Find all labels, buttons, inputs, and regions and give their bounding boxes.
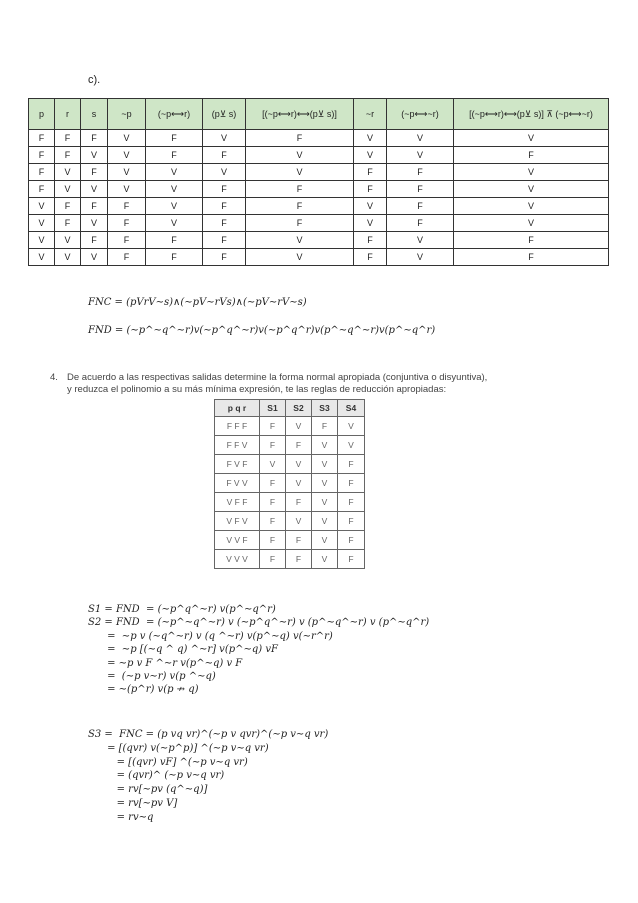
truth-table-cell: V [203,130,246,147]
truth-table-cell: V [146,198,203,215]
outputs-table-cell: F [286,493,312,512]
truth-table-cell: F [454,232,609,249]
truth-table-header-cell: (p⊻ s) [203,99,246,130]
truth-table-cell: V [454,215,609,232]
truth-table-cell: V [387,130,454,147]
truth-table-cell: V [29,232,55,249]
truth-table-cell: F [29,181,55,198]
truth-table-row [29,215,609,232]
outputs-table-cell: V [312,512,338,531]
truth-table-cell: V [55,232,81,249]
s3-line: = (qvr)^ (∼p v∼q vr) [88,770,225,782]
outputs-table-cell: V F F [215,493,260,512]
outputs-table-cell: V [286,417,312,436]
truth-table-cell: F [81,232,108,249]
truth-table-cell: F [387,198,454,215]
truth-table-cell: F [454,249,609,266]
s3-derivation [88,728,328,825]
truth-table-header-cell: s [81,99,108,130]
truth-table-cell: V [108,130,146,147]
outputs-table-cell: V [312,436,338,455]
truth-table-cell: F [29,130,55,147]
s1-s2-derivation [88,603,429,697]
outputs-table-cell: V [286,474,312,493]
truth-table-cell: F [246,215,354,232]
outputs-table-cell: V [312,474,338,493]
truth-table-header-cell: ~p [108,99,146,130]
truth-table-cell: V [387,147,454,164]
outputs-table-cell: F [338,550,365,569]
truth-table-cell: F [203,147,246,164]
truth-table-cell: F [146,147,203,164]
outputs-table-cell: V [338,417,365,436]
truth-table-cell: V [81,181,108,198]
outputs-table-cell: F [260,417,286,436]
truth-table-row [29,232,609,249]
truth-table-header-cell: ~r [354,99,387,130]
truth-table-row [29,249,609,266]
truth-table-cell: V [81,249,108,266]
truth-table-cell: V [108,181,146,198]
s1-s2-line: = ∼(p^r) v(p ↛ q) [88,684,199,696]
outputs-table-cell: F F V [215,436,260,455]
outputs-table-row [215,531,365,550]
s1-s2-line: = ∼p v (∼q^∼r) v (q ^∼r) v(p^∼q) v(∼r^r) [88,630,333,642]
s1-s2-line: = ∼p v F ^∼r v(p^∼q) v F [88,657,243,669]
truth-table-cell: F [81,198,108,215]
truth-table-header-row [29,99,609,130]
truth-table-cell: V [387,249,454,266]
outputs-table-cell: V [338,436,365,455]
truth-table-cell: F [146,232,203,249]
truth-table-row [29,198,609,215]
truth-table-cell: V [246,164,354,181]
truth-table-row [29,130,609,147]
part-label: c). [88,74,101,86]
outputs-table-cell: F [260,531,286,550]
truth-table-cell: F [29,147,55,164]
truth-table-cell: F [55,215,81,232]
truth-table-cell: F [29,164,55,181]
truth-table-cell: V [29,215,55,232]
outputs-table-cell: F [260,550,286,569]
outputs-table-header-row [215,400,365,417]
truth-table-cell: F [55,147,81,164]
outputs-table-cell: F [260,493,286,512]
question-line-1: De acuerdo a las respectivas salidas determine la forma normal apropiada (conjuntiva o disyuntiva), [67,372,488,383]
outputs-table-row [215,512,365,531]
truth-table-cell: F [246,198,354,215]
s3-line: = [(qvr) v(∼p^p)] ^(∼p v∼q vr) [88,742,269,754]
outputs-table-row [215,436,365,455]
truth-table-cell: V [108,164,146,181]
truth-table-cell: V [454,130,609,147]
s1-s2-line: S1 = FND = (∼p^q^∼r) v(p^∼q^r) [88,604,276,615]
truth-table-cell: V [354,198,387,215]
truth-table-cell: F [108,198,146,215]
truth-table-cell: V [55,181,81,198]
outputs-table-cell: F F F [215,417,260,436]
truth-table-cell: V [55,249,81,266]
outputs-table-cell: F [338,474,365,493]
truth-table-cell: V [55,164,81,181]
outputs-table-header-cell: S1 [260,400,286,417]
outputs-table-cell: F [260,436,286,455]
truth-table-cell: F [203,181,246,198]
truth-table-cell: F [387,215,454,232]
outputs-table-cell: V [312,455,338,474]
truth-table-cell: F [108,249,146,266]
truth-table-cell: F [246,130,354,147]
truth-table-header-cell: [(~p⟷r)⟷(p⊻ s)] ⊼ (~p⟷~r) [454,99,609,130]
truth-table-cell: V [246,249,354,266]
truth-table-cell: V [246,147,354,164]
truth-table-cell: V [387,232,454,249]
s3-line: = rv[∼pv (q^∼q)] [88,784,208,796]
outputs-table-cell: V [312,493,338,512]
truth-table-header-cell: [(~p⟷r)⟷(p⊻ s)] [246,99,354,130]
s3-line: = rv∼q [88,811,154,823]
truth-table-row [29,164,609,181]
truth-table-cell: F [203,232,246,249]
truth-table-cell: F [55,130,81,147]
s1-s2-line: = (∼p v∼r) v(p ^∼q) [88,671,216,683]
fnd-formula: FND = (∼p^∼q^∼r)v(∼p^q^∼r)v(∼p^q^r)v(p^∼q^∼r)v(p^∼q^r) [88,325,436,336]
s1-s2-line: = ∼p [(∼q ^ q) ^∼r] v(p^∼q) vF [88,644,278,656]
s1-s2-line: S2 = FND = (∼p^∼q^∼r) v (∼p^q^∼r) v (p^∼q^∼r) v (p^∼q^r) [88,617,430,629]
truth-table-cell: F [81,130,108,147]
outputs-table-cell: V [286,512,312,531]
outputs-table-cell: F [260,512,286,531]
truth-table-cell: F [146,249,203,266]
truth-table-cell: F [354,164,387,181]
question-number: 4. [50,372,58,383]
outputs-table-row [215,455,365,474]
outputs-table-cell: F [338,455,365,474]
truth-table-cell: V [203,164,246,181]
truth-table-cell: F [81,164,108,181]
truth-table-cell: V [81,215,108,232]
truth-table-cell: V [146,181,203,198]
truth-table-cell: F [387,181,454,198]
outputs-table-cell: V V F [215,531,260,550]
truth-table-cell: V [454,198,609,215]
truth-table-header-cell: (~p⟷r) [146,99,203,130]
truth-table-cell: F [203,249,246,266]
truth-table-cell: V [146,164,203,181]
outputs-table-cell: F [286,550,312,569]
outputs-table-cell: V [312,550,338,569]
outputs-table-cell: F [260,474,286,493]
truth-table-cell: V [29,198,55,215]
truth-table-header-cell: (~p⟷~r) [387,99,454,130]
outputs-table-cell: F [338,531,365,550]
outputs-table-cell: F [286,436,312,455]
truth-table-cell: V [354,147,387,164]
truth-table-cell: V [29,249,55,266]
outputs-table [214,399,365,569]
truth-table-cell: F [203,215,246,232]
outputs-table-cell: V [312,531,338,550]
outputs-table-row [215,474,365,493]
outputs-table-row [215,417,365,436]
truth-table-cell: V [108,147,146,164]
outputs-table-cell: F V V [215,474,260,493]
outputs-table-cell: F [338,512,365,531]
truth-table-header-cell: p [29,99,55,130]
truth-table-row [29,147,609,164]
truth-table-cell: V [454,164,609,181]
truth-table-row [29,181,609,198]
question-line-2: y reduzca el polinomio a su más mínima expresión, te las reglas de reducción apropiadas: [67,384,447,395]
fnc-formula: FNC = (pVrV∼s)∧(∼pV∼rVs)∧(∼pV∼rV∼s) [88,297,307,308]
truth-table-cell: F [246,181,354,198]
truth-table-cell: F [203,198,246,215]
truth-table-cell: V [246,232,354,249]
truth-table-cell: F [354,232,387,249]
s3-line: S3 = FNC = (p vq vr)^(∼p v qvr)^(∼p v∼q vr) [88,729,329,740]
truth-table-cell: F [108,215,146,232]
truth-table-cell: F [354,181,387,198]
outputs-table-header-cell: p q r [215,400,260,417]
outputs-table-cell: V [260,455,286,474]
truth-table-cell: V [146,215,203,232]
s3-line: = rv[∼pv V] [88,797,178,809]
outputs-table-row [215,493,365,512]
truth-table-cell: F [55,198,81,215]
outputs-table-cell: V F V [215,512,260,531]
outputs-table-cell: V V V [215,550,260,569]
truth-table-cell: V [354,215,387,232]
outputs-table-cell: F [338,493,365,512]
outputs-table-cell: F [286,531,312,550]
outputs-table-row [215,550,365,569]
truth-table-cell: V [354,130,387,147]
outputs-table-header-cell: S3 [312,400,338,417]
truth-table-header-cell: r [55,99,81,130]
truth-table-cell: V [81,147,108,164]
truth-table-cell: F [146,130,203,147]
truth-table-cell: F [454,147,609,164]
truth-table-cell: V [454,181,609,198]
outputs-table-cell: F [312,417,338,436]
outputs-table-header-cell: S4 [338,400,365,417]
truth-table-cell: F [387,164,454,181]
outputs-table-cell: F V F [215,455,260,474]
truth-table-cell: F [108,232,146,249]
truth-table [28,98,609,266]
s3-line: = [(qvr) vF] ^(∼p v∼q vr) [88,756,248,768]
outputs-table-cell: V [286,455,312,474]
truth-table-cell: F [354,249,387,266]
outputs-table-header-cell: S2 [286,400,312,417]
